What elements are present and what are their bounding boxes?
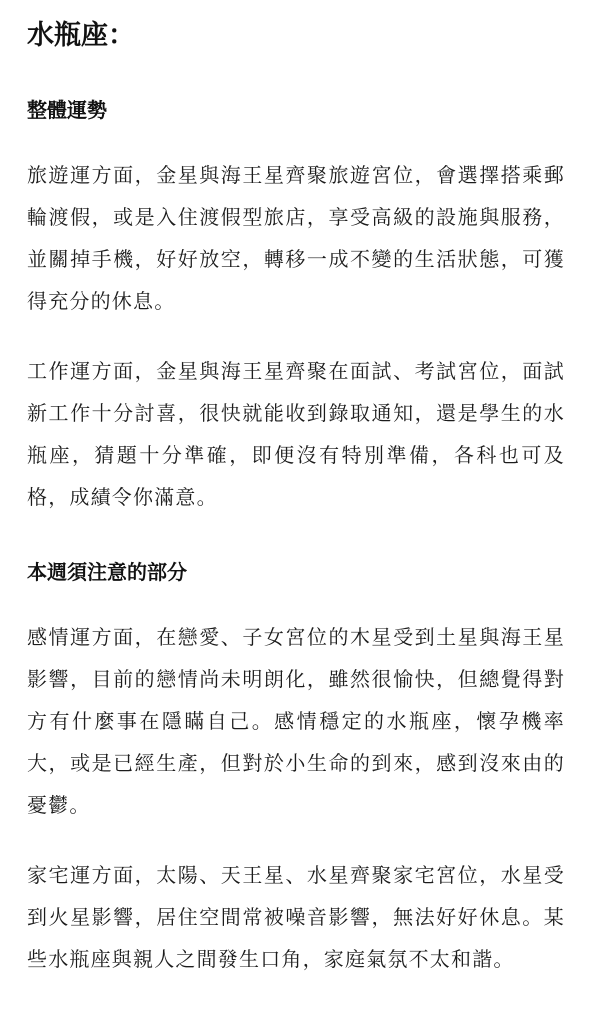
paragraph-travel-fortune: 旅遊運方面，金星與海王星齊聚旅遊宮位，會選擇搭乘郵輪渡假，或是入住渡假型旅店，享受高級的設施與服務，並關掉手機，好好放空，轉移一成不變的生活狀態，可獲得充分的休息。 — [27, 163, 565, 313]
section-heading-overall-fortune: 整體運勢 — [27, 98, 107, 122]
section-heading-weekly-cautions: 本週須注意的部分 — [27, 560, 187, 584]
paragraph-love-fortune: 感情運方面，在戀愛、子女宮位的木星受到土星與海王星影響，目前的戀情尚未明朗化，雖然很愉快，但總覺得對方有什麼事在隱瞞自己。感情穩定的水瓶座，懷孕機率大，或是已經生產，但對於小生命的到來，感到沒來由的憂鬱。 — [27, 625, 565, 817]
page-title: 水瓶座： — [27, 20, 135, 51]
paragraph-home-fortune: 家宅運方面，太陽、天王星、水星齊聚家宅宮位，水星受到火星影響，居住空間常被噪音影響，無法好好休息。某些水瓶座與親人之間發生口角，家庭氣氛不太和諧。 — [27, 863, 565, 971]
paragraph-work-fortune: 工作運方面，金星與海王星齊聚在面試、考試宮位，面試新工作十分討喜，很快就能收到錄取通知，還是學生的水瓶座，猜題十分準確，即便沒有特別準備，各科也可及格，成績令你滿意。 — [27, 359, 565, 509]
